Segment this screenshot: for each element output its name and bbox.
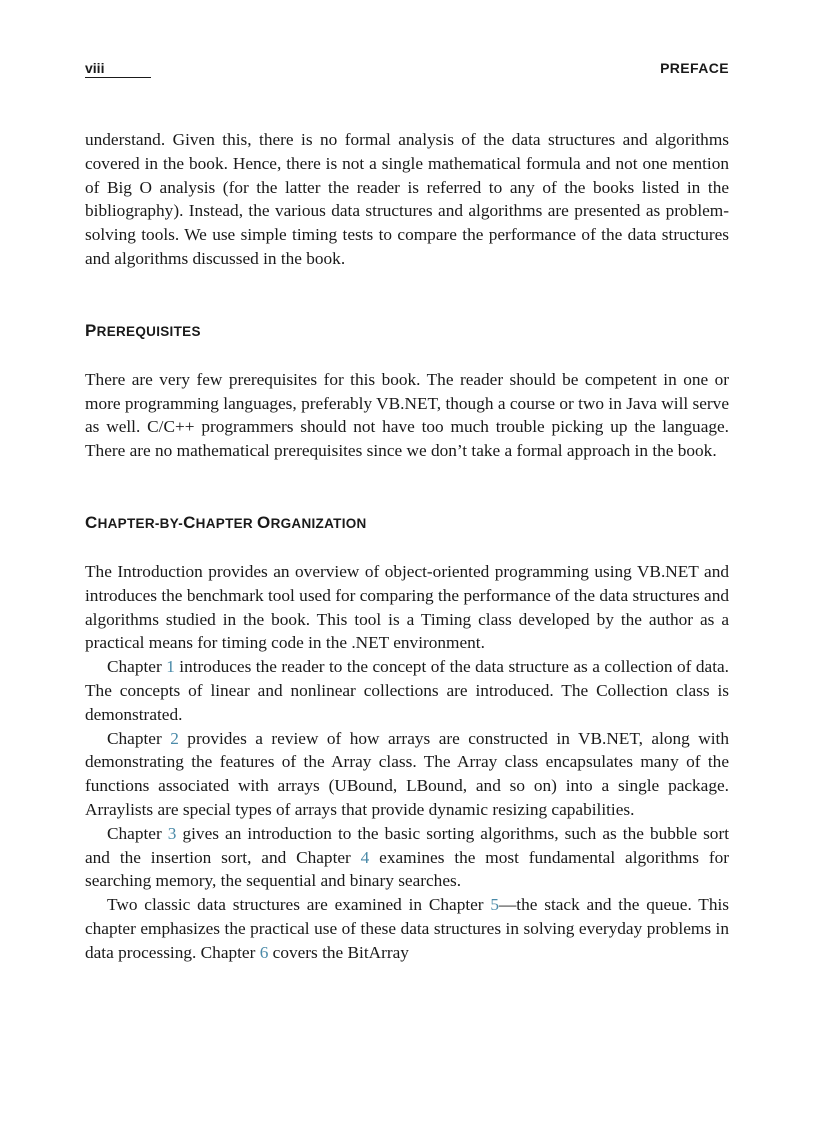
prerequisites-paragraph: There are very few prerequisites for this book. The reader should be competent in one or more programming languages, preferably VB.NET, though a course or two in Java will serve as well. C/C++ programmers should not have too much trouble picking up the language. There are no mathematical prerequisites since we don’t take a formal approach in the book. (85, 369, 729, 461)
chapter-link[interactable]: 1 (166, 657, 175, 677)
organization-paragraph-chapters-3-4 (85, 822, 729, 893)
chapter-link[interactable]: 4 (360, 847, 370, 867)
running-title: PREFACE (660, 60, 729, 76)
page-number-rule (85, 77, 151, 78)
body-text (85, 128, 729, 965)
organization-paragraph-intro: The Introduction provides an overview of object-oriented programming using VB.NET and introduces the benchmark tool used for comparing the performance of the data structures and algorithms studied in the book. This tool is a Timing class developed by the author as a practical means for timing code in the .NET environment. (85, 561, 729, 653)
text-run: —the stack and the queue. This chapter emphasizes the practical use of these data structures in solving everyday problems in data processing. Chapter (85, 895, 730, 962)
organization-paragraph-chapters-5-6 (85, 893, 729, 964)
text-run: provides a review of how arrays are constructed in VB.NET, along with demonstrating the features of the Array class. The Array class encapsulates many of the functions associated with arrays (UBound, LBound, and so on) into a single package. Arraylists are special types of arrays that provide dynamic resizing capabilities. (85, 728, 730, 819)
chapter-link[interactable]: 2 (170, 728, 179, 748)
chapter-link[interactable]: 6 (259, 942, 269, 962)
heading-word: HAPTER (195, 515, 258, 531)
text-run: examines the most fundamental algorithms for searching memory, the sequential and binary searches. (85, 847, 729, 891)
section-heading-organization (85, 513, 729, 534)
running-head (85, 58, 729, 82)
heading-rest: REREQUISITES (96, 323, 201, 339)
chapter-link[interactable]: 5 (490, 895, 500, 915)
heading-initial: O (257, 512, 271, 532)
text-run: Two classic data structures are examined in Chapter (107, 895, 491, 915)
heading-initial: C (183, 512, 196, 532)
organization-paragraph-chapter-2 (85, 727, 729, 822)
text-run: Chapter (107, 823, 168, 843)
section-heading-prerequisites (85, 321, 729, 342)
text-run: Chapter (107, 728, 171, 748)
heading-word: HAPTER-BY- (97, 515, 184, 531)
heading-word: RGANIZATION (270, 515, 367, 531)
text-run: covers the BitArray (268, 942, 409, 962)
intro-paragraph: understand. Given this, there is no formal analysis of the data structures and algorithms covered in the book. Hence, there is not a single mathematical formula and not one mention of Big O analysis (for the latter the reader is referred to any of the books listed in the bibliography). Instead, the various data structures and algorithms are presented as problem-solving tools. We use simple timing tests to compare the performance of the data structures and algorithms discussed in the book. (85, 130, 729, 268)
text-run: Chapter (107, 657, 167, 677)
organization-paragraph-chapter-1 (85, 655, 729, 726)
text-run: gives an introduction to the basic sorting algorithms, such as the bubble sort and the insertion sort, and Chapter (85, 823, 729, 867)
page-number: viii (85, 60, 105, 76)
text-run: introduces the reader to the concept of the data structure as a collection of data. The concepts of linear and nonlinear collections are introduced. The Collection class is demonstrated. (85, 657, 729, 724)
chapter-link[interactable]: 3 (167, 823, 177, 843)
heading-initial: C (85, 512, 98, 532)
heading-initial: P (85, 320, 97, 340)
